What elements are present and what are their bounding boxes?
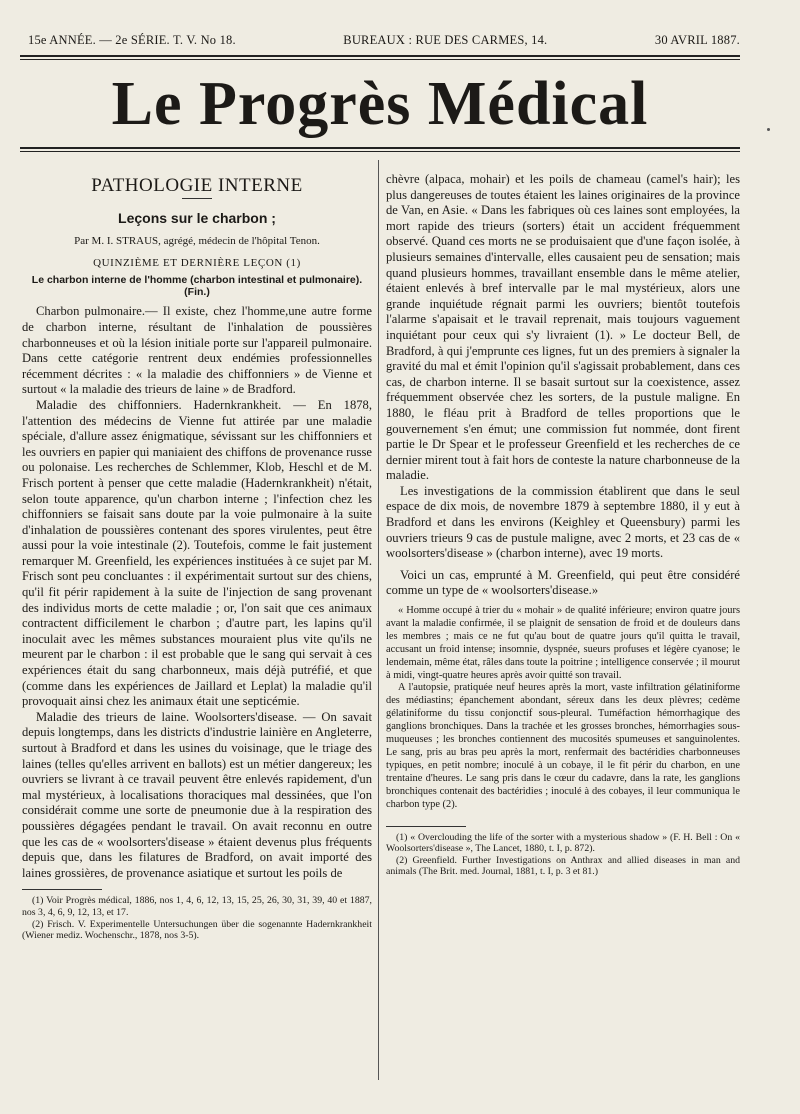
article-title: Leçons sur le charbon ; xyxy=(118,209,276,226)
footnote: (1) Voir Progrès médical, 1886, nos 1, 4, 6, 12, 13, 15, 25, 26, 30, 31, 39, 40 et 1887, nos 3, 4, 6, 9, 12, 13, et 17. xyxy=(22,895,372,918)
office-address: BUREAUX : RUE DES CARMES, 14. xyxy=(343,33,548,47)
masthead-rule-bottom-thin xyxy=(20,151,740,152)
left-footnotes xyxy=(22,895,372,941)
header-rule-top xyxy=(20,55,740,57)
lesson-heading: QUINZIÈME ET DERNIÈRE LEÇON (1) xyxy=(93,256,301,269)
footnote-rule xyxy=(22,889,102,890)
masthead-rule-bottom xyxy=(20,147,740,149)
masthead-title: Le Progrès Médical xyxy=(111,70,649,138)
section-title: PATHOLOGIE INTERNE xyxy=(91,175,303,196)
paragraph-continuation: chèvre (alpaca, mohair) et les poils de chameau (camel's hair); les plus dangereuses de toutes étaient les laines originaires de la province de Van, en Asie. « Dans les fabriques où ces laines sont employées, la mort rapide des trieurs (sorters) était un accident fréquemment observé. Quand ces morts ne se produisaient que d'une façon isolée, à plusieurs semaines d'intervalle, elles causaient peu de sensation; mais quand plusieurs hommes, travaillant ensemble dans le même atelier, étaient enlevés à bref intervalle par le mal mystérieux, alors une grande inquiétude régnait parmi les ouvriers; bientôt toutefois l'alarme s'apaisait et le travail reprenait, mais toujours vaguement inquiétant pour ceux qui s'y livraient (1). » Le docteur Bell, de Bradford, à qui j'emprunte ces lignes, fut un des premiers à signaler la gravité du mal et émit l'opinion qu'il s'agissait probablement, dans ces cas, de charbon interne. Il se basait surtout sur la coexistence, assez fréquemment observée chez les sorters, de la pustule maligne. En 1880, le fléau prit à Bradford de telles proportions que le gouvernement s'en émut; une commission fut nommée, dont firent partie le Dr Spear et le professeur Greenfield et les recherches de ce dernier mirent tout à fait hors de conteste la nature charbonneuse de la maladie. xyxy=(386,172,740,483)
quote-paragraph: A l'autopsie, pratiquée neuf heures après la mort, vaste infiltration gélatiniforme des médiastins; épanchement abondant, séreux dans les deux plèvres; cedème gélatiniforme du tissu conjonctif sous-pleural. Tuméfaction hémorrhagique des ganglions bronchiques. Dans la trachée et les grosses bronches, hémorrhagies sous-muqueuses ; les bronches contiennent des mucosités spumeuses et sanguinolentes. Le sang, pris au bras peu après la mort, renfermait des bactéridies charbonneuses typiques, en petit nombre; inoculé à un cobaye, il le fit périr du charbon, en une trentaine d'heures. Le sang pris dans le cœur du cadavre, dans la rate, les ganglions bronchiques contenait des bactéridies ; inoculé à des cobayes, il leur communiqua le charbon type (2). xyxy=(386,682,740,810)
paragraph-case-intro: Voici un cas, emprunté à M. Greenfield, qui peut être considéré comme un type de « woolsorters'disease.» xyxy=(386,567,740,598)
left-column xyxy=(22,172,372,942)
right-footnotes xyxy=(386,832,740,878)
issue-number: 15e ANNÉE. — 2e SÉRIE. T. V. No 18. xyxy=(28,33,236,47)
footnote: (1) « Overclouding the life of the sorter with a mysterious shadow » (F. H. Bell : On « Woolsorters'disease », The Lancet, 1880, t. I, p. 872). xyxy=(386,831,740,855)
case-quote xyxy=(386,605,740,812)
paragraph-chiffonniers: Maladie des chiffonniers. Hadernkrankheit. — En 1878, l'attention des médecins de Vienne fut attirée par une maladie spéciale, d'allure assez énigmatique, sévissant sur les chiffonniers et les ouvriers en papier qui maniaient des chiffons de provenance russe ou polonaise. Les recherches de Schlemmer, Klob, Heschl et de M. Frisch portent à penser que cette maladie (Hadernkrankheit) n'était, selon toute apparence, qu'un charbon interne ; l'infection chez les chiffonniers se faisait sans doute par la voie pulmonaire à la suite d'inhalation de poussières contenant des spores virulentes, peut être aussi pour la voie intestinale (2). Toutefois, comme le fait justement remarquer M. Greenfield, les expériences instituées à ce sujet par M. Frisch sont peu concluantes : il expérimentait surtout sur des chiens, qu'il fit périr rapidement à la suite de l'injection de sang provenant des individus morts de cette maladie ; or, l'on sait que ces animaux contractent difficilement le charbon ; d'autre part, les lapins qu'il inoculait avec les mêmes substances mouraient plus vite qu'ils ne meurent par le charbon : il est probable que le sang qui servait à ces expériences était du sang charbonneux, mais déjà putréfié, et que (comme dans les expériences de Jaillard et Leplat) la maladie qu'il provoquait ainsi chez les animaux était une septicémie. xyxy=(22,397,372,709)
print-speck xyxy=(767,128,770,131)
paragraph-commission: Les investigations de la commission établirent que dans le seul espace de dix mois, de novembre 1879 à septembre 1880, il y eut à Bradford et dans les environs (Keighley et Queensbury) parmi les ouvriers trieurs 9 cas de pustule maligne, avec 2 morts, et 23 cas de « woolsorters'disease » (charbon interne), avec 19 morts. xyxy=(386,483,740,561)
issue-header xyxy=(28,33,740,48)
right-column xyxy=(386,172,740,878)
paragraph-charbon-pulmonaire: Charbon pulmonaire.— Il existe, chez l'homme,une autre forme de charbon interne, résultant de l'inhalation de poussières charbonneuses et où la lésion initiale porte sur l'appareil pulmonaire. Dans cette catégorie rentrent deux endémies professionnelles récemment décrites : « la maladie des chiffonniers » de Vienne et surtout « la maladie des trieurs de laine » de Bradford. xyxy=(22,304,372,397)
article-subtitle: Le charbon interne de l'homme (charbon intestinal et pulmonaire). (Fin.) xyxy=(31,274,363,299)
issue-date: 30 AVRIL 1887. xyxy=(654,33,740,47)
footnote: (2) Greenfield. Further Investigations on Anthrax and allied diseases in man and animals (The Brit. med. Journal, 1881, t. I, p. 3 et 81.) xyxy=(386,854,740,878)
footnote-rule xyxy=(386,826,466,827)
article-byline: Par M. I. STRAUS, agrégé, médecin de l'hôpital Tenon. xyxy=(74,235,320,248)
footnote: (2) Frisch. V. Experimentelle Untersuchungen über die sogenannte Hadernkrankheit (Wiener mediz. Wochenschr., 1878, nos 3-5). xyxy=(22,918,372,942)
quote-paragraph: « Homme occupé à trier du « mohair » de qualité inférieure; environ quatre jours avant la maladie confirmée, il se plaignit de sensation de froid et de douleurs dans les membres ; mais ce ne fut qu'au bout de quatre jours qu'il quitta le travail, accusant un froid intense; insomnie, dyspnée, sueurs profuses et légère cyanose; le lendemain, même état, râles dans toute la poitrine ; intelligence conservée ; il mourut à midi, vingt-quatre heures après avoir quitté son travail. xyxy=(386,605,740,681)
paragraph-trieurs-de-laine: Maladie des trieurs de laine. Woolsorters'disease. — On savait depuis longtemps, dans les districts d'industrie lainière en Angleterre, surtout à Bradford et dans les usines du voisinage, que le triage des laines (telles qu'elles arrivent en ballots) est un métier dangereux; les ouvriers se livrant à ce travail peuvent être enlevés rapidement, d'un mal mystérieux, à localisations thoraciques mal dessinées, que l'on considérait comme une sorte de pneumonie due à la respiration des poussières dégagées pendant le travail. On avait reconnu en outre que les cas de « woolsorters'disease » étaient devenus plus fréquents depuis que, dans les filatures de Bradford, on avait importé des laines grossières, de provenance asiatique et surtout les poils de xyxy=(22,709,372,880)
column-divider xyxy=(378,160,379,1080)
header-rule-top-thin xyxy=(20,59,740,60)
section-rule xyxy=(182,198,212,199)
